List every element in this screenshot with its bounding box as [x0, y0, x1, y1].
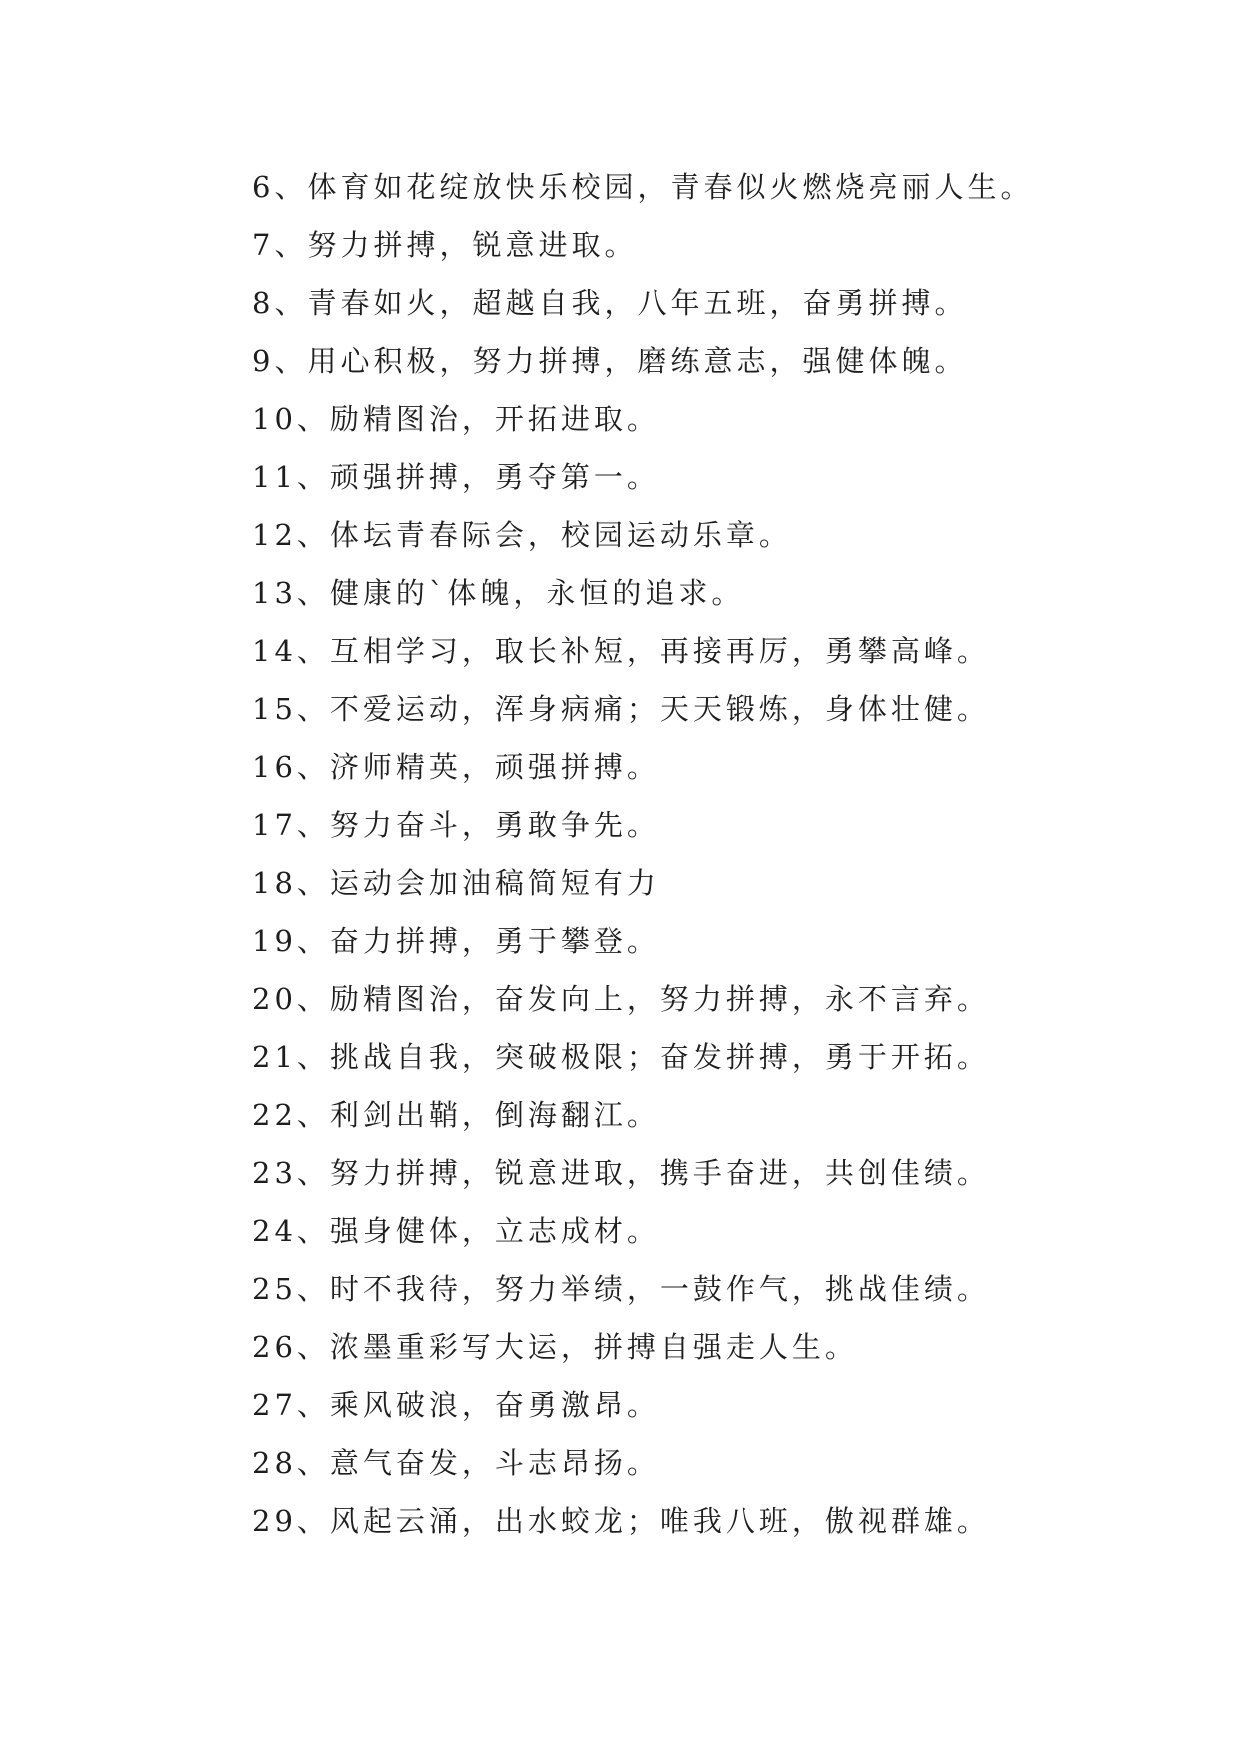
slogan-line: 8、青春如火，超越自我，八年五班，奋勇拼搏。 [252, 286, 968, 320]
slogan-line: 15、不爱运动，浑身病痛；天天锻炼，身体壮健。 [252, 692, 990, 726]
slogan-line: 13、健康的`体魄，永恒的追求。 [252, 576, 745, 610]
slogan-list [252, 158, 1152, 1550]
slogan-line: 12、体坛青春际会，校园运动乐章。 [252, 518, 792, 552]
slogan-line: 25、时不我待，努力举绩，一鼓作气，挑战佳绩。 [252, 1272, 990, 1306]
slogan-line: 6、体育如花绽放快乐校园，青春似火燃烧亮丽人生。 [252, 170, 1034, 204]
slogan-line: 26、浓墨重彩写大运，拼搏自强走人生。 [252, 1330, 858, 1364]
slogan-line: 21、挑战自我，突破极限；奋发拼搏，勇于开拓。 [252, 1040, 990, 1074]
slogan-line: 20、励精图治，奋发向上，努力拼搏，永不言弃。 [252, 982, 990, 1016]
slogan-line: 24、强身健体，立志成材。 [252, 1214, 660, 1248]
slogan-line: 11、顽强拼搏，勇夺第一。 [252, 460, 660, 494]
slogan-line: 7、努力拼搏，锐意进取。 [252, 228, 638, 262]
slogan-line: 14、互相学习，取长补短，再接再厉，勇攀高峰。 [252, 634, 990, 668]
slogan-line: 22、利剑出鞘，倒海翻江。 [252, 1098, 660, 1132]
slogan-line: 23、努力拼搏，锐意进取，携手奋进，共创佳绩。 [252, 1156, 990, 1190]
slogan-line: 27、乘风破浪，奋勇激昂。 [252, 1388, 660, 1422]
slogan-line: 29、风起云涌，出水蛟龙；唯我八班，傲视群雄。 [252, 1504, 990, 1538]
slogan-line: 17、努力奋斗，勇敢争先。 [252, 808, 660, 842]
slogan-line: 9、用心积极，努力拼搏，磨练意志，强健体魄。 [252, 344, 968, 378]
slogan-line: 28、意气奋发，斗志昂扬。 [252, 1446, 660, 1480]
slogan-line: 18、运动会加油稿简短有力 [252, 866, 660, 900]
slogan-line: 10、励精图治，开拓进取。 [252, 402, 660, 436]
slogan-line: 19、奋力拼搏，勇于攀登。 [252, 924, 660, 958]
slogan-line: 16、济师精英，顽强拼搏。 [252, 750, 660, 784]
